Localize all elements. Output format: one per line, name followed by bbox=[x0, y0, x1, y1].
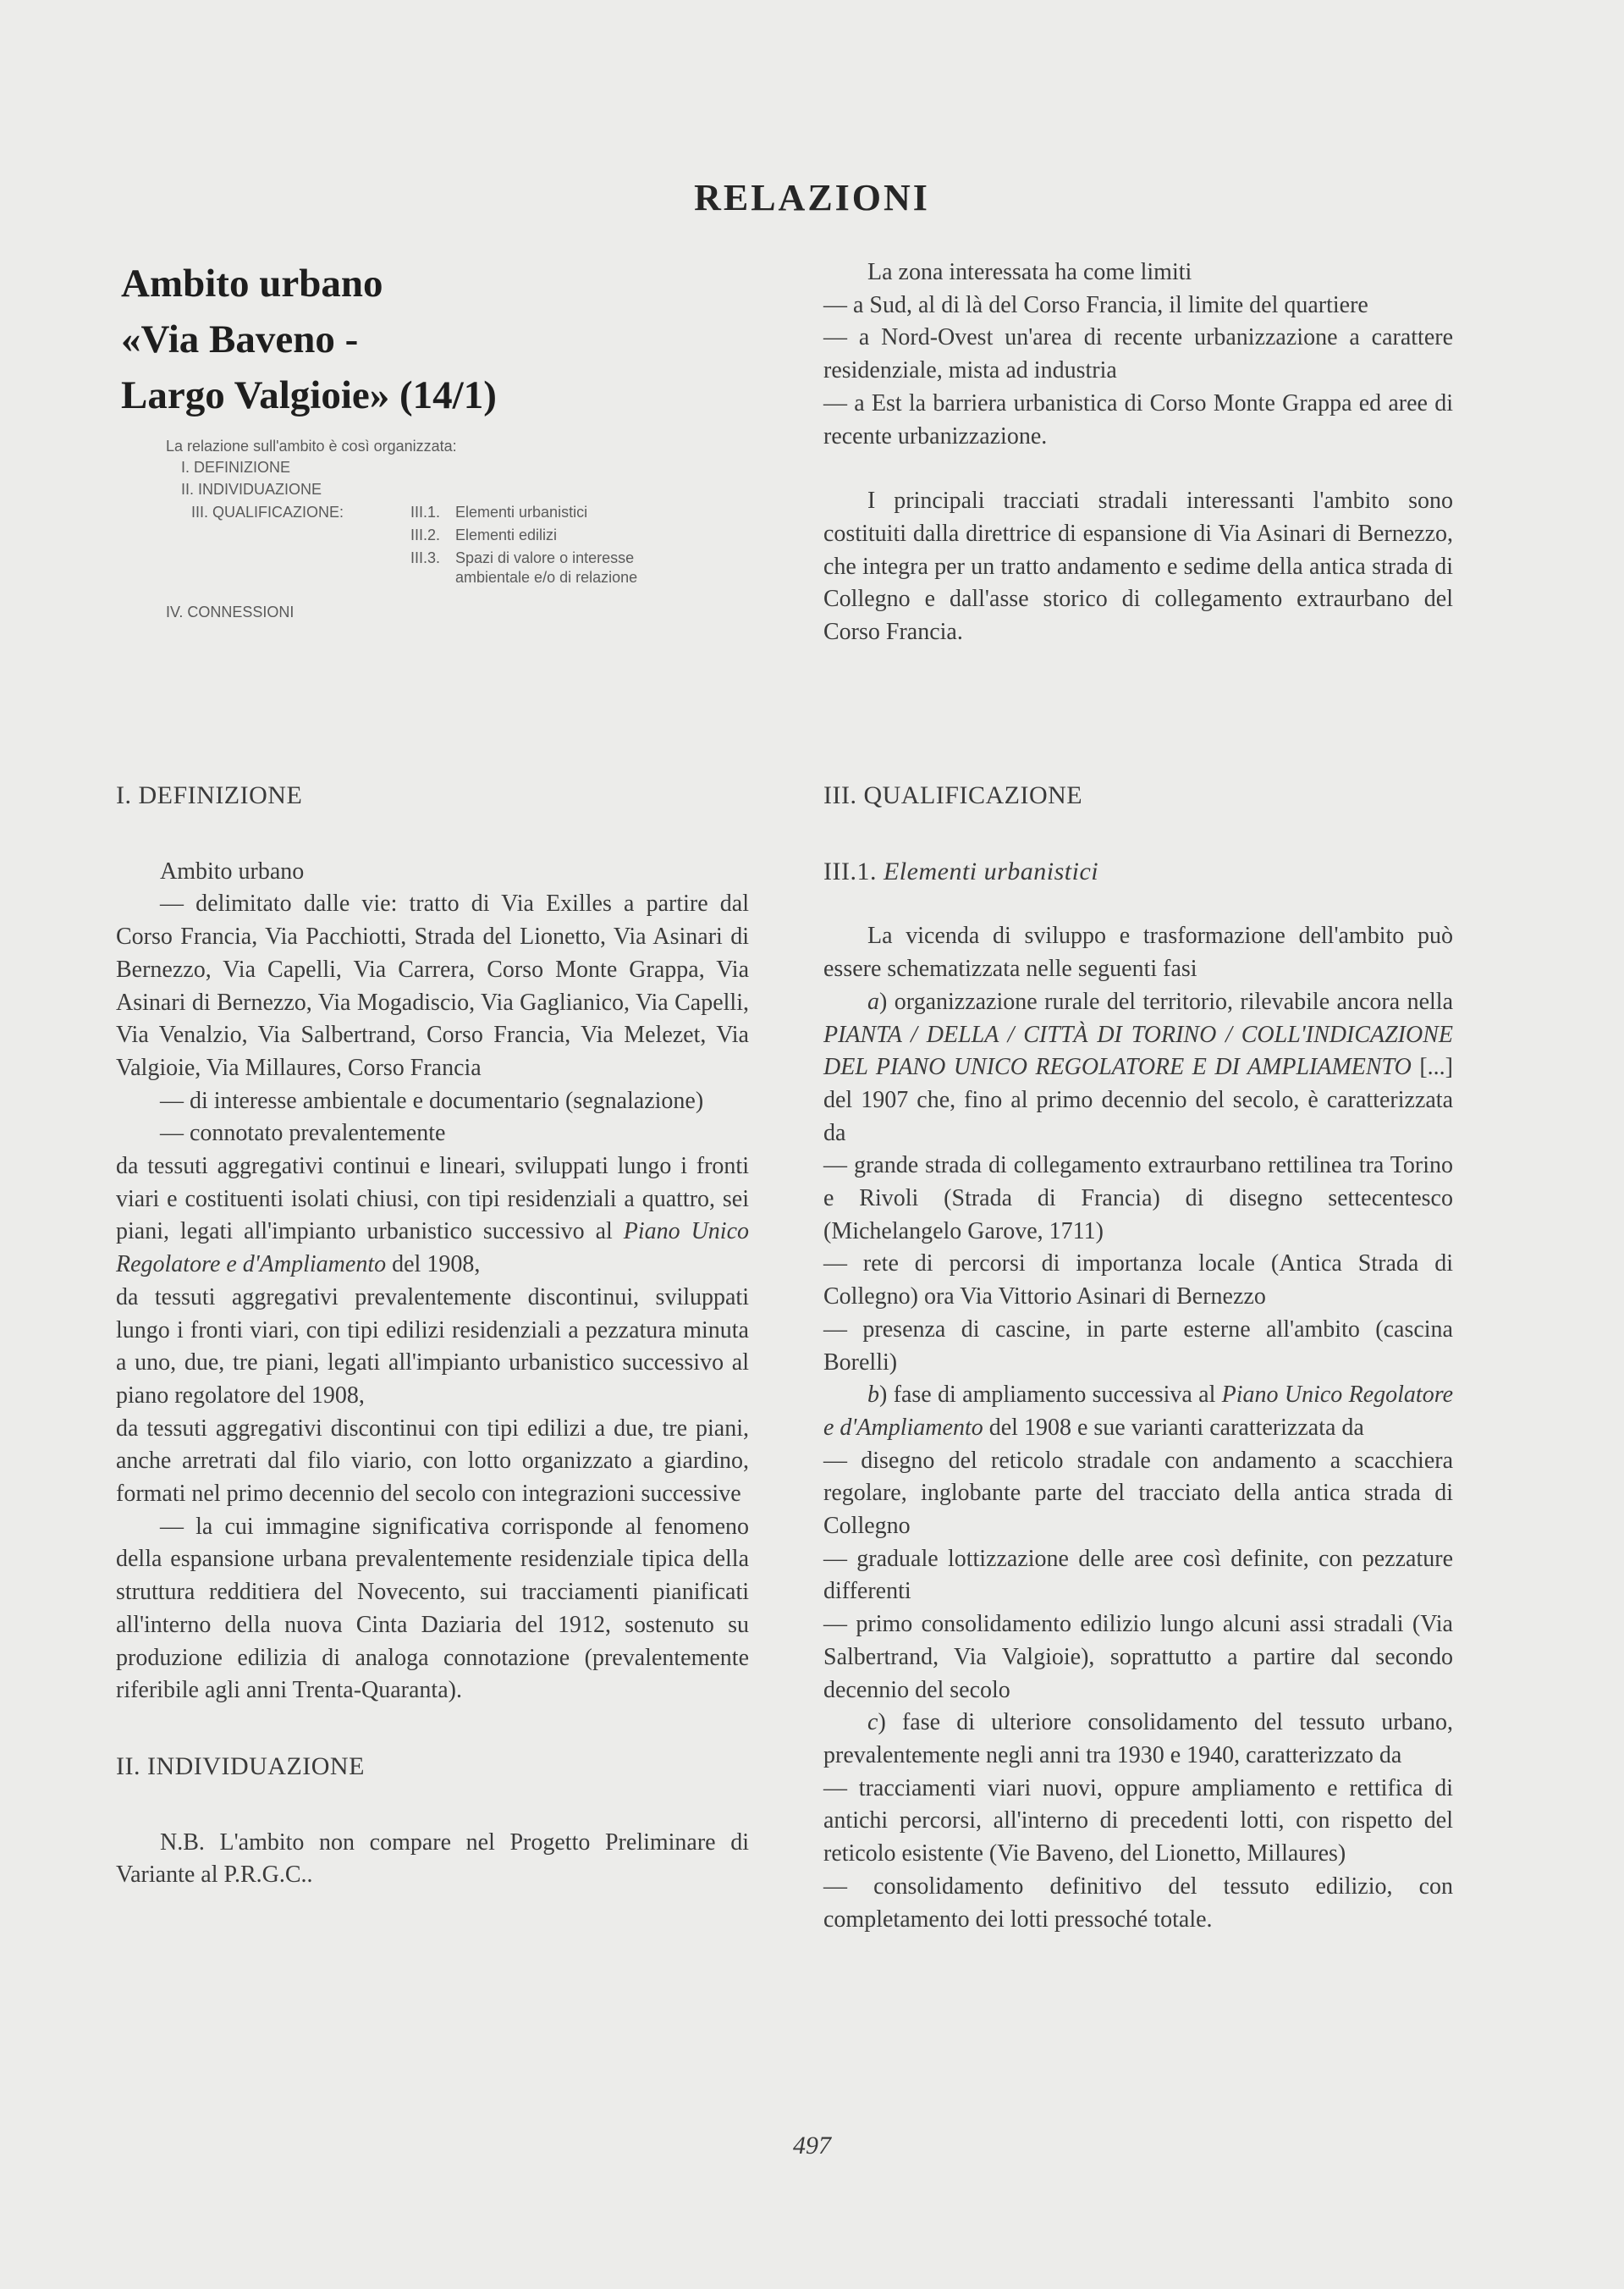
section-heading-individuazione: II. INDIVIDUAZIONE bbox=[116, 1751, 365, 1780]
text-run: ) organizzazione rurale del territorio, rilevabile ancora nella bbox=[879, 988, 1453, 1015]
text-run: da tessuti aggregativi prevalentemente discontinui, sviluppati lungo i fronti viari, con tipi edilizi residenziali a pezzatura minuta a uno, due, tre piani, legati all'impianto urbanistico successivo al piano regolatore del 1908, bbox=[116, 1283, 749, 1409]
text-run: N.B. L'ambito non compare nel Progetto Preliminare di Variante al P.R.G.C.. bbox=[116, 1828, 749, 1889]
text-run: — delimitato dalle vie: tratto di Via Exilles a partire dal Corso Francia, Via Pacchiotti, Strada del Lionetto, Via Asinari di Bernezzo, Via Capelli, Via Carrera, Corso Monte Grappa, Via Asinari di Bernezzo, Via Mogadiscio, Via Gaglianico, Via Capelli, Via Venalzio, Via Salbertrand, Corso Francia, Via Melezet, Via Valgioie, Via Millaures, Corso Francia bbox=[116, 891, 749, 1081]
title-line: Ambito urbano bbox=[121, 262, 383, 306]
section-heading-definizione: I. DEFINIZIONE bbox=[116, 781, 303, 809]
body-paragraph bbox=[116, 1413, 749, 1511]
body-paragraph bbox=[823, 1379, 1453, 1444]
body-paragraph bbox=[116, 1117, 749, 1150]
body-paragraph bbox=[116, 1282, 749, 1413]
text-run: — la cui immagine significativa corrisponde al fenomeno della espansione urbana prevalentemente residenziale tipica della struttura redditiera del Novecento, sui tracciamenti pianificati all'interno della nuova Cinta Daziaria del 1912, sostenuto su produzione edilizia di analoga connotazione (prevalentemente riferibile agli anni Trenta-Quaranta). bbox=[116, 1513, 749, 1704]
section-heading-qualificazione: III. QUALIFICAZIONE bbox=[823, 781, 1083, 809]
page-number: 497 bbox=[793, 2132, 831, 2159]
italic-text: c bbox=[867, 1709, 878, 1736]
paragraph-line: — a Est la barriera urbanistica di Corso Monte Grappa ed aree di recente urbanizzazione. bbox=[823, 389, 1453, 450]
title-line: «Via Baveno - bbox=[121, 317, 359, 361]
text-run: ) fase di ampliamento successiva al bbox=[879, 1382, 1222, 1409]
outline-section: III. QUALIFICAZIONE: bbox=[191, 504, 344, 521]
italic-text: Piano Unico Regolatore e d'Ampliamento bbox=[823, 1382, 1453, 1441]
intro-paragraph bbox=[823, 485, 1453, 649]
subsection-number: III.2. bbox=[410, 527, 441, 543]
intro-paragraph bbox=[823, 256, 1453, 453]
text-run: del 1908, bbox=[386, 1251, 481, 1278]
paragraph-line: I principali tracciati stradali interessanti l'ambito sono costituiti dalla direttrice di espansione di Via Asinari di Bernezzo, che integra per un tratto andamento e sedime della antica strada di Collegno e dall'asse storico di collegamento extraurbano del Corso Francia. bbox=[823, 488, 1453, 646]
text-run: da tessuti aggregativi discontinui con tipi edilizi a due, tre piani, anche arretrati dal filo viario, con lotto organizzato a giardino, formati nel primo decennio del secolo con integrazioni successive bbox=[116, 1415, 749, 1508]
text-run: Ambito urbano bbox=[160, 858, 305, 885]
outline-subsection bbox=[410, 503, 664, 522]
body-paragraph bbox=[823, 1608, 1453, 1707]
text-run: del 1908 e sue varianti caratterizzata da bbox=[983, 1414, 1364, 1441]
body-paragraph bbox=[823, 1248, 1453, 1313]
italic-text: a bbox=[867, 988, 879, 1015]
body-paragraph bbox=[823, 1543, 1453, 1608]
subsection-number: III.3. bbox=[410, 549, 441, 566]
text-run: — consolidamento definitivo del tessuto edilizio, con completamento dei lotti pressoché totale. bbox=[823, 1873, 1453, 1933]
body-paragraph bbox=[823, 920, 1453, 985]
page-header: RELAZIONI bbox=[694, 177, 930, 218]
outline-section: II. INDIVIDUAZIONE bbox=[181, 481, 322, 498]
qualificazione-body bbox=[823, 920, 1453, 1936]
outline-section: IV. CONNESSIONI bbox=[166, 604, 295, 621]
italic-text: Elementi urbanistici bbox=[883, 857, 1099, 885]
text-run: — disegno del reticolo stradale con andamento a scacchiera regolare, inglobante parte del tracciato della antica strada di Collegno bbox=[823, 1447, 1453, 1540]
subsection-title: Spazi di valore o interesse ambientale e/o di relazione bbox=[455, 549, 638, 586]
right-column bbox=[823, 780, 1453, 1936]
text-run: — connotato prevalentemente bbox=[160, 1120, 446, 1147]
body-paragraph bbox=[116, 856, 749, 889]
text-run: — primo consolidamento edilizio lungo alcuni assi stradali (Via Salbertrand, Via Valgioie), soprattutto a partire dal secondo decennio del secolo bbox=[823, 1611, 1453, 1703]
text-run: — graduale lottizzazione delle aree così definite, con pezzature differenti bbox=[823, 1545, 1453, 1605]
body-paragraph bbox=[823, 1314, 1453, 1379]
body-paragraph bbox=[823, 1871, 1453, 1936]
document-title bbox=[121, 256, 595, 423]
text-run: — grande strada di collegamento extraurbano rettilinea tra Torino e Rivoli (Strada di Francia) di disegno settecentesco (Michelangelo Garove, 1711) bbox=[823, 1152, 1453, 1244]
text-run: — rete di percorsi di importanza locale (Antica Strada di Collegno) ora Via Vittorio Asinari di Bernezzo bbox=[823, 1250, 1453, 1310]
paragraph-line: — a Sud, al di là del Corso Francia, il limite del quartiere bbox=[823, 291, 1368, 318]
body-paragraph bbox=[823, 1707, 1453, 1772]
body-paragraph bbox=[116, 1827, 749, 1892]
text-run: — presenza di cascine, in parte esterne all'ambito (cascina Borelli) bbox=[823, 1315, 1453, 1376]
body-paragraph bbox=[116, 1511, 749, 1707]
body-paragraph bbox=[823, 986, 1453, 1150]
italic-text: PIANTA / DELLA / CITTÀ DI TORINO / COLL'INDICAZIONE DEL PIANO UNICO REGOLATORE E DI AMPLIAMENTO bbox=[823, 1021, 1453, 1081]
definizione-body bbox=[116, 856, 749, 1707]
subsection-number: III.1. bbox=[410, 504, 441, 521]
text-run: ) fase di ulteriore consolidamento del tessuto urbano, prevalentemente negli anni tra 1930 e 1940, caratterizzato da bbox=[823, 1709, 1453, 1768]
subsection-title: Elementi edilizi bbox=[455, 527, 558, 543]
left-column bbox=[116, 780, 749, 1892]
text-run: III.1. bbox=[823, 857, 884, 885]
outline-intro: La relazione sull'ambito è così organizzata: bbox=[166, 438, 457, 455]
individuazione-body bbox=[116, 1827, 749, 1892]
body-paragraph bbox=[823, 1445, 1453, 1543]
outline-subsection bbox=[410, 526, 664, 545]
italic-text: b bbox=[867, 1382, 879, 1409]
text-run: La vicenda di sviluppo e trasformazione dell'ambito può essere schematizzata nelle seguenti fasi bbox=[823, 923, 1453, 983]
text-run: — tracciamenti viari nuovi, oppure ampliamento e rettifica di antichi percorsi, all'interno di precedenti lotti, con rispetto del reticolo esistente (Vie Baveno, del Lionetto, Millaures) bbox=[823, 1774, 1453, 1867]
outline-subsection bbox=[410, 549, 664, 587]
body-paragraph bbox=[823, 1773, 1453, 1871]
body-paragraph bbox=[116, 1085, 749, 1118]
body-paragraph bbox=[116, 1150, 749, 1282]
text-run: da tessuti aggregativi continui e lineari, sviluppati lungo i fronti viari e costituenti isolati chiusi, con tipi residenziali a quattro, sei piani, legati all'impianto urbanistico successivo al bbox=[116, 1153, 749, 1245]
subsection-heading-elementi-urbanistici bbox=[823, 856, 1453, 889]
subsection-title: Elementi urbanistici bbox=[455, 504, 588, 521]
title-line: Largo Valgioie» (14/1) bbox=[121, 373, 497, 417]
text-run: — di interesse ambientale e documentario (segnalazione) bbox=[160, 1087, 704, 1114]
intro-column bbox=[823, 256, 1453, 649]
italic-text: Piano Unico Regolatore e d'Ampliamento bbox=[116, 1218, 749, 1278]
body-paragraph bbox=[823, 1150, 1453, 1248]
paragraph-line: La zona interessata ha come limiti bbox=[867, 259, 1192, 285]
text-run: [...] del 1907 che, fino al primo decennio del secolo, è caratterizzata da bbox=[823, 1054, 1454, 1146]
paragraph-line: — a Nord-Ovest un'area di recente urbanizzazione a carattere residenziale, mista ad industria bbox=[823, 324, 1453, 384]
body-paragraph bbox=[116, 888, 749, 1084]
outline-section: I. DEFINIZIONE bbox=[181, 459, 291, 476]
